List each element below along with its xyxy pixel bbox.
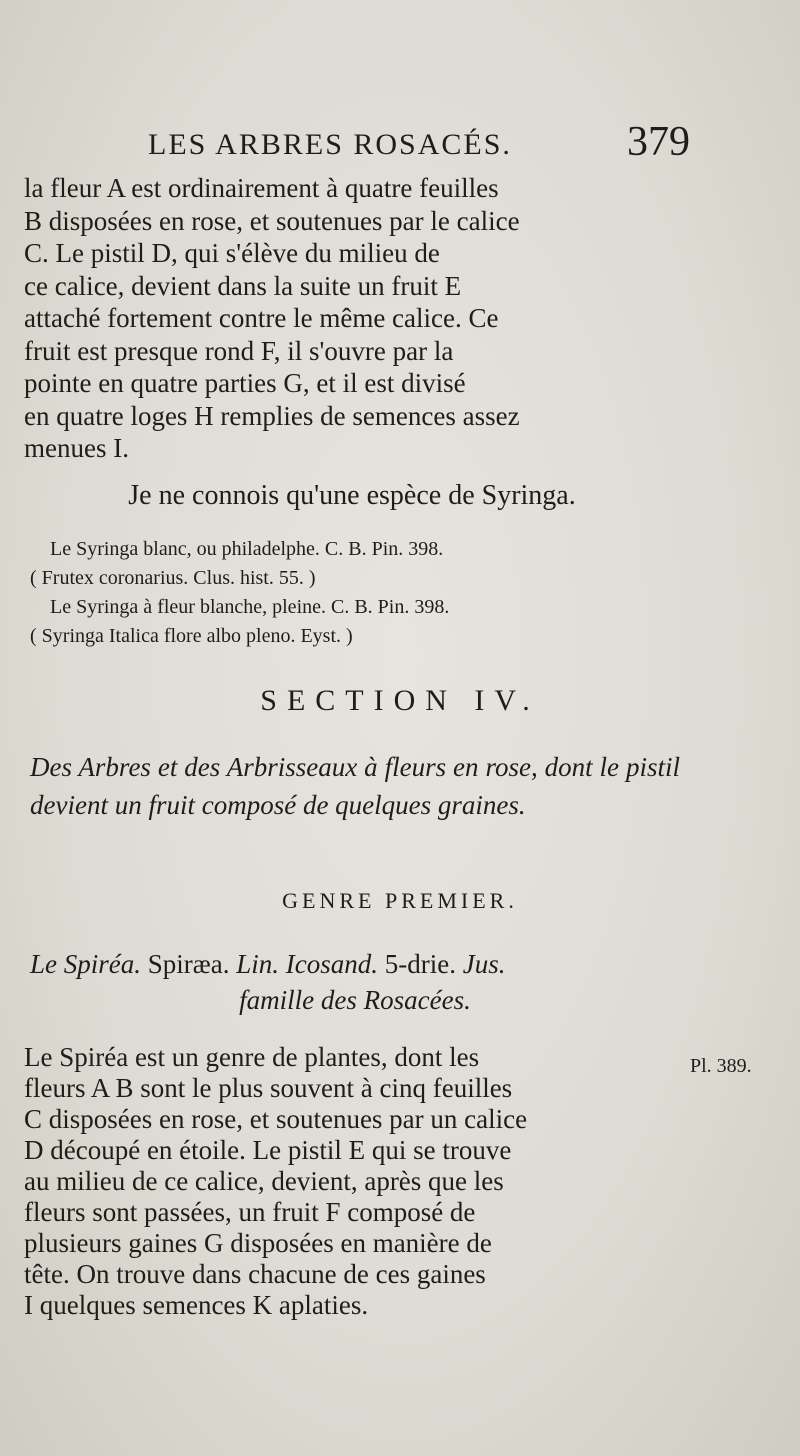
description-line: Le Spiréa est un genre de plantes, dont les [24, 1042, 480, 1072]
genus-name: Le Spiréa. [30, 949, 141, 979]
section-description: Des Arbres et des Arbrisseaux à fleurs en rose, dont le pistil devient un fruit composé de quelques graines. [30, 752, 680, 820]
description-line: C disposées en rose, et soutenues par un calice [24, 1104, 528, 1134]
description-line: D découpé en étoile. Le pistil E qui se trouve [24, 1135, 512, 1165]
margin-note: Pl. 389. [690, 1055, 752, 1077]
species-statement: Je ne connois qu'une espèce de Syringa. [128, 480, 576, 511]
description-line: au milieu de ce calice, devient, après que les [24, 1166, 504, 1196]
section-title: SECTION IV. [260, 684, 540, 717]
running-title: LES ARBRES ROSACÉS. [148, 128, 512, 161]
description-line: fleurs sont passées, un fruit F composé de [24, 1197, 476, 1227]
genre-heading: GENRE PREMIER. [282, 888, 518, 913]
page-header [130, 118, 690, 178]
description-line: plusieurs gaines G disposées en manière de [24, 1228, 492, 1258]
genus-latin: Spiræa. [147, 949, 230, 979]
reference-line: ( Frutex coronarius. Clus. hist. 55. ) [30, 567, 316, 589]
opening-paragraph [24, 172, 680, 465]
reference-line: ( Syringa Italica flore albo pleno. Eyst. ) [30, 625, 353, 647]
paragraph-line: ce calice, devient dans la suite un fruit E [24, 270, 462, 301]
paragraph-line: la fleur A est ordinairement à quatre feuilles [24, 173, 499, 203]
genus-class: Icosand. [285, 949, 379, 979]
genus-family: famille des Rosacées. [239, 985, 471, 1015]
page-number: 379 [627, 119, 690, 165]
genus-lin: Lin. [236, 949, 280, 979]
description-line: fleurs A B sont le plus souvent à cinq feuilles [24, 1073, 513, 1103]
reference-line: Le Syringa blanc, ou philadelphe. C. B. Pin. 398. [50, 538, 444, 560]
paragraph-line: menues I. [24, 433, 129, 463]
genus-description [24, 1042, 680, 1321]
paragraph-line: C. Le pistil D, qui s'élève du milieu de [24, 238, 440, 268]
reference-line: Le Syringa à fleur blanche, pleine. C. B. Pin. 398. [50, 596, 450, 618]
paragraph-line: attaché fortement contre le même calice. Ce [24, 303, 499, 333]
paragraph-line: en quatre loges H remplies de semences assez [24, 400, 520, 431]
genus-order: 5-drie. [384, 949, 456, 979]
description-line: tête. On trouve dans chacune de ces gaines [24, 1259, 486, 1289]
genus-heading [30, 946, 680, 1018]
description-line: I quelques semences K aplaties. [24, 1290, 369, 1320]
paragraph-line: pointe en quatre parties G, et il est divisé [24, 368, 466, 398]
references [30, 535, 680, 651]
paragraph-line: B disposées en rose, et soutenues par le calice [24, 205, 520, 236]
paragraph-line: fruit est presque rond F, il s'ouvre par la [24, 335, 454, 366]
genus-jus: Jus. [462, 949, 506, 979]
